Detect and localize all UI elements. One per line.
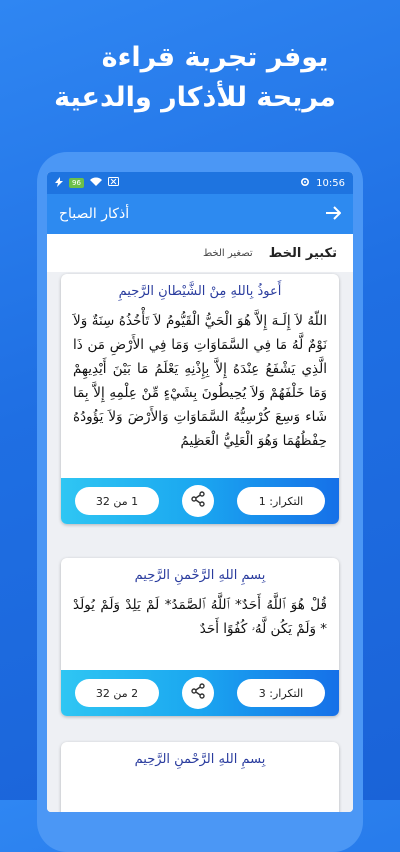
promo-line-1: يوفر تجربة قراءة [101,42,329,73]
zikr-card [61,558,339,716]
promo-headline [0,38,400,118]
zikr-title: أَعوذُ بِاللهِ مِنْ الشَّيْطانِ الرَّجيمِ [118,284,282,299]
zikr-title: بِسمِ اللهِ الرَّحْمنِ الرَّحِيم [134,752,266,767]
zikr-card [61,742,339,812]
azkar-list[interactable] [47,272,353,812]
share-icon [190,491,206,511]
status-time: 10:56 [316,177,345,189]
counter-pill: 1 من 32 [75,487,159,515]
zikr-footer [61,478,339,524]
promo-line-2: مريحة للأذكار والدعية [54,82,336,113]
zikr-card [61,274,339,524]
zikr-footer [61,670,339,716]
phone-screen [47,172,353,812]
zikr-text: اللّهُ لاَ إِلَـهَ إِلاَّ هُوَ الْحَيُّ الْقَيُّومُ لاَ تَأْخُذُهُ سِنَةٌ وَلاَ نَوْمٌ لَّهُ مَا فِي السَّمَاوَاتِ وَمَا فِي الأَرْضِ مَن ذَا الَّذِي يَشْفَعُ عِنْدَهُ إِلاَّ بِإِذْنِهِ يَعْلَمُ مَا بَيْنَ أَيْدِيهِمْ وَمَا خَلْفَهُمْ وَلاَ يُحِيطُونَ بِشَيْءٍ مِّنْ عِلْمِهِ إِلاَّ بِمَا شَاء وَسِعَ كُرْسِيُّهُ السَّمَاوَاتِ وَالأَرْضَ وَلاَ يَؤُودُهُ حِفْظُهُمَا وَهُوَ الْعَلِيُّ الْعَظِيمُ [73,313,327,449]
page-title: أذكار الصباح [59,206,130,222]
share-icon [190,683,206,703]
font-size-controls [47,234,353,272]
sim-off-icon [108,177,119,189]
back-arrow-icon[interactable] [325,204,341,225]
settings-gear-icon [300,177,310,190]
zikr-text: قُلْ هُوَ ٱللَّهُ أَحَدٌ* ٱللَّهُ ٱلصَّمَدُ* لَمْ يَلِدْ وَلَمْ يُولَدْ * وَلَمْ يَكُن لَّهُۥ كُفُوًا أَحَدٌ [73,597,327,637]
app-bar [47,194,353,234]
status-bar [47,172,353,194]
battery-badge: 96 [69,178,84,188]
wifi-icon [90,177,102,190]
zikr-title: بِسمِ اللهِ الرَّحْمنِ الرَّحِيم [134,568,266,583]
bolt-icon [55,177,63,190]
share-button[interactable] [182,677,214,709]
enlarge-font-button[interactable]: تكبير الخط [268,245,337,261]
repeat-count-button[interactable]: التكرار: 3 [237,679,325,707]
shrink-font-button[interactable]: تصغير الخط [202,247,253,259]
counter-pill: 2 من 32 [75,679,159,707]
repeat-count-button[interactable]: التكرار: 1 [237,487,325,515]
share-button[interactable] [182,485,214,517]
